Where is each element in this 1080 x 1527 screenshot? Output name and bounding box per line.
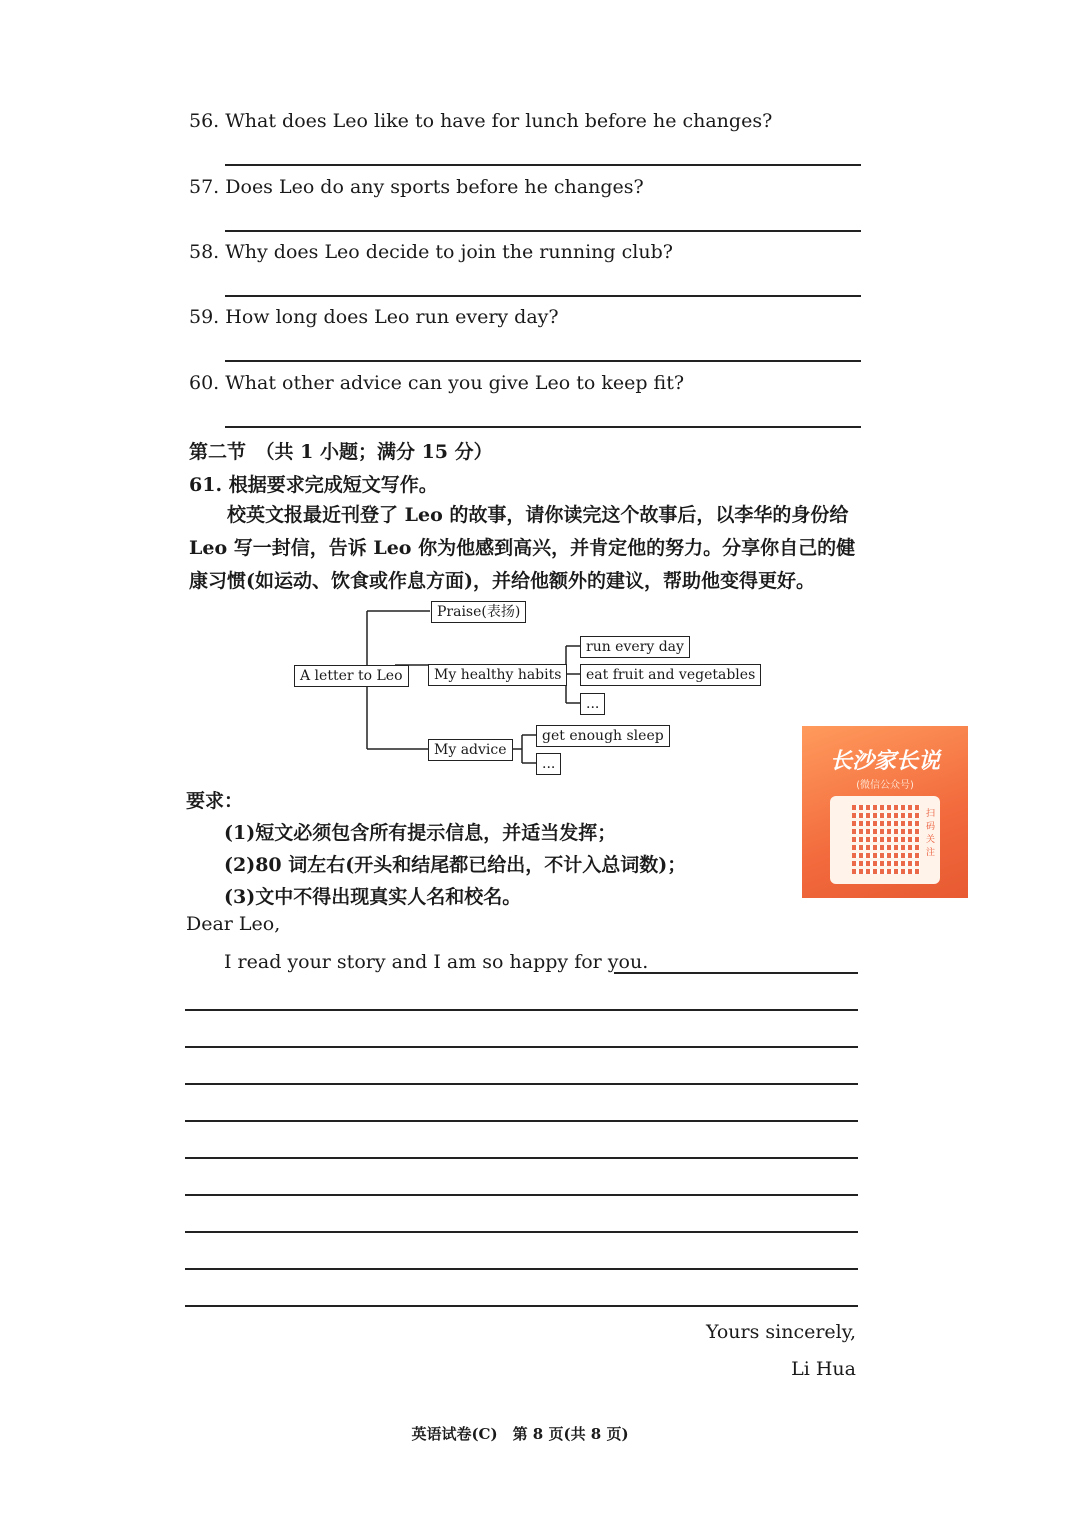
question-text: What other advice can you give Leo to keep fit?	[225, 372, 685, 394]
watermark-subtitle: (微信公众号)	[856, 780, 914, 791]
mindmap-root: A letter to Leo	[294, 665, 409, 687]
writing-line-2[interactable]	[185, 1046, 858, 1048]
mindmap-habit-1: run every day	[580, 636, 690, 658]
writing-line-8[interactable]	[185, 1268, 858, 1270]
question-number: 57.	[189, 176, 220, 198]
writing-line-9[interactable]	[185, 1305, 858, 1307]
mindmap-habit-2: eat fruit and vegetables	[580, 664, 761, 686]
letter-opening: I read your story and I am so happy for you.	[224, 951, 649, 973]
mindmap-advice-1: get enough sleep	[536, 725, 670, 747]
requirement-3: (3)文中不得出现真实人名和校名。	[224, 886, 522, 908]
qr-code-icon	[852, 804, 920, 874]
letter-greeting: Dear Leo,	[186, 913, 281, 935]
watermark-title: 长沙家长说	[829, 749, 940, 774]
section-heading: 第二节 （共 1 小题；满分 15 分）	[189, 441, 493, 463]
mindmap-habits: My healthy habits	[428, 664, 567, 686]
task-number: 61.	[189, 474, 223, 496]
letter-closing: Yours sincerely,	[705, 1321, 856, 1343]
writing-line-6[interactable]	[185, 1194, 858, 1196]
letter-signature: Li Hua	[791, 1358, 856, 1380]
requirement-2: (2)80 词左右(开头和结尾都已给出，不计入总词数)；	[224, 854, 687, 876]
writing-line-1[interactable]	[185, 1009, 858, 1011]
question-number: 59.	[189, 306, 220, 328]
requirement-1: (1)短文必须包含所有提示信息，并适当发挥；	[224, 822, 617, 844]
writing-line-7[interactable]	[185, 1231, 858, 1233]
writing-line-4[interactable]	[185, 1120, 858, 1122]
requirements-heading: 要求：	[186, 790, 244, 812]
mindmap-advice: My advice	[428, 739, 513, 761]
mindmap-habit-3: ...	[580, 693, 605, 715]
watermark-scan: 扫码关注	[926, 809, 936, 858]
writing-line-3[interactable]	[185, 1083, 858, 1085]
question-text: How long does Leo run every day?	[225, 306, 559, 328]
task-prompt: 校英文报最近刊登了 Leo 的故事，请你读完这个故事后，以李华的身份给 Leo 写一封信，告诉 Leo 你为他感到高兴，并肯定他的努力。分享你自己的健康习惯(如运动、饮食或作息方面)，并给他额外的建议，帮助他变得更好。	[189, 504, 856, 592]
question-text: What does Leo like to have for lunch before he changes?	[225, 110, 773, 132]
question-number: 58.	[189, 241, 220, 263]
qr-card	[830, 796, 940, 884]
mindmap-praise: Praise(表扬)	[431, 601, 526, 623]
mindmap-advice-2: ...	[536, 753, 561, 775]
question-text: Does Leo do any sports before he changes?	[225, 176, 644, 198]
writing-line-5[interactable]	[185, 1157, 858, 1159]
question-number: 60.	[189, 372, 220, 394]
task-title-text: 根据要求完成短文写作。	[228, 474, 438, 496]
watermark-badge	[802, 726, 968, 898]
page-footer: 英语试卷(C) 第 8 页(共 8 页)	[411, 1425, 629, 1443]
writing-line-0[interactable]	[614, 972, 858, 974]
question-number: 56.	[189, 110, 220, 132]
question-text: Why does Leo decide to join the running club?	[225, 241, 673, 263]
